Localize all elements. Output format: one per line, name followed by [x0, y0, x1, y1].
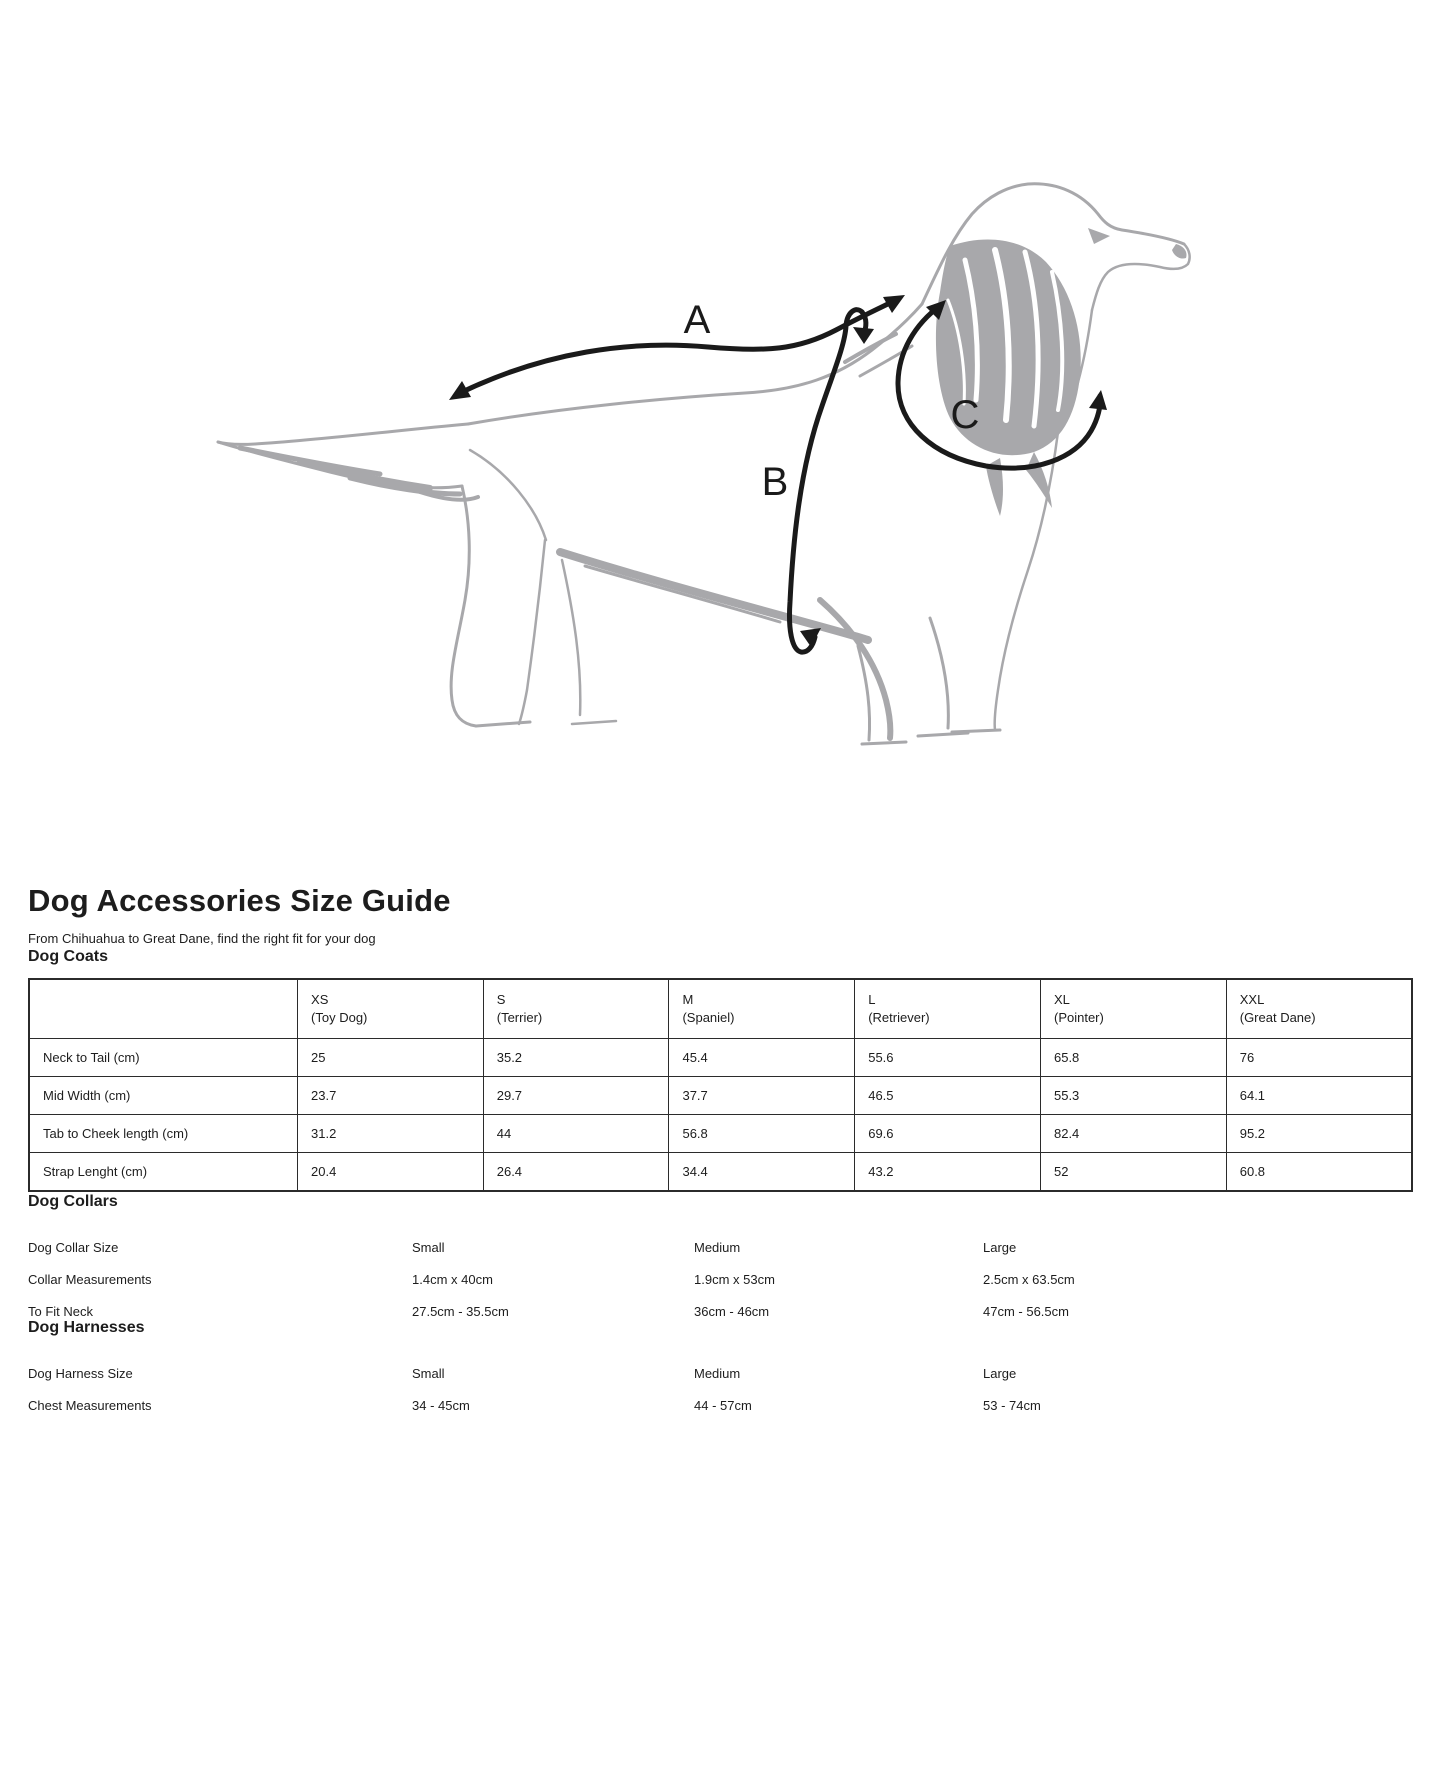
breed-label: (Terrier)	[496, 1009, 543, 1025]
list-item	[28, 1399, 1415, 1412]
list-item	[28, 1273, 1415, 1286]
coats-size-column-header	[298, 979, 484, 1039]
coats-header-spacer	[29, 979, 298, 1039]
row-value: 76	[1226, 1038, 1412, 1076]
row-value: 45.4	[669, 1038, 855, 1076]
row-value: Small	[412, 1366, 445, 1382]
row-value: 44	[483, 1114, 669, 1152]
size-label: XXL	[1239, 991, 1265, 1007]
row-label: Strap Lenght (cm)	[29, 1152, 298, 1191]
size-label: XS	[311, 991, 329, 1007]
row-value: 26.4	[483, 1152, 669, 1191]
row-value: Medium	[694, 1366, 741, 1382]
row-value: 65.8	[1040, 1038, 1226, 1076]
row-value: 34.4	[669, 1152, 855, 1191]
row-value: 82.4	[1040, 1114, 1226, 1152]
size-label: S	[496, 991, 506, 1007]
breed-label: (Toy Dog)	[311, 1009, 368, 1025]
row-label: Dog Collar Size	[28, 1240, 119, 1256]
row-label: Tab to Cheek length (cm)	[29, 1114, 298, 1152]
row-value: 2.5cm x 63.5cm	[983, 1272, 1075, 1288]
row-value: 27.5cm - 35.5cm	[412, 1304, 509, 1320]
arrow-b-girth	[789, 310, 862, 652]
row-value: 25	[298, 1038, 484, 1076]
page-title: Dog Accessories Size Guide	[28, 883, 451, 918]
row-label: To Fit Neck	[28, 1304, 94, 1320]
row-value: 64.1	[1226, 1076, 1412, 1114]
coats-table-head	[29, 979, 1412, 1039]
harnesses-heading: Dog Harnesses	[28, 1319, 145, 1337]
row-value: Large	[983, 1366, 1017, 1382]
breed-label: (Great Dane)	[1239, 1009, 1316, 1025]
table-row	[29, 1152, 1412, 1191]
page-subtitle: From Chihuahua to Great Dane, find the right fit for your dog	[28, 931, 376, 947]
coats-heading: Dog Coats	[28, 947, 108, 965]
size-label: XL	[1053, 991, 1070, 1007]
dog-sketch-svg	[0, 0, 1445, 770]
row-value: 29.7	[483, 1076, 669, 1114]
collars-heading: Dog Collars	[28, 1192, 118, 1210]
size-guide-content	[0, 770, 1445, 1412]
row-label: Collar Measurements	[28, 1272, 152, 1288]
list-item	[28, 1241, 1415, 1254]
row-label: Neck to Tail (cm)	[29, 1038, 298, 1076]
row-value: 1.9cm x 53cm	[694, 1272, 775, 1288]
size-label: L	[868, 991, 876, 1007]
coats-size-column-header	[483, 979, 669, 1039]
row-value: 20.4	[298, 1152, 484, 1191]
coats-table	[28, 978, 1413, 1192]
row-value: 53 - 74cm	[983, 1398, 1041, 1414]
table-row	[29, 1114, 1412, 1152]
row-value: 47cm - 56.5cm	[983, 1304, 1069, 1320]
row-value: 56.8	[669, 1114, 855, 1152]
row-value: 69.6	[855, 1114, 1041, 1152]
row-value: 44 - 57cm	[694, 1398, 752, 1414]
row-value: 95.2	[1226, 1114, 1412, 1152]
row-value: 35.2	[483, 1038, 669, 1076]
size-label: M	[682, 991, 694, 1007]
row-label: Mid Width (cm)	[29, 1076, 298, 1114]
dog-eye	[1088, 228, 1110, 244]
breed-label: (Retriever)	[868, 1009, 930, 1025]
row-value: 55.3	[1040, 1076, 1226, 1114]
row-value: 23.7	[298, 1076, 484, 1114]
list-item	[28, 1367, 1415, 1380]
coats-header-row	[29, 979, 1412, 1039]
row-value: 1.4cm x 40cm	[412, 1272, 493, 1288]
row-value: 55.6	[855, 1038, 1041, 1076]
measurement-label-c: C	[950, 393, 980, 437]
row-value: Small	[412, 1240, 445, 1256]
list-item	[28, 1305, 1415, 1318]
row-value: 43.2	[855, 1152, 1041, 1191]
dog-measurement-illustration	[0, 0, 1445, 770]
table-row	[29, 1076, 1412, 1114]
row-value: 34 - 45cm	[412, 1398, 470, 1414]
breed-label: (Pointer)	[1053, 1009, 1104, 1025]
row-label: Chest Measurements	[28, 1398, 152, 1414]
coats-size-column-header	[1040, 979, 1226, 1039]
coats-size-column-header	[855, 979, 1041, 1039]
row-value: 46.5	[855, 1076, 1041, 1114]
row-value: 37.7	[669, 1076, 855, 1114]
row-value: 36cm - 46cm	[694, 1304, 770, 1320]
table-row	[29, 1038, 1412, 1076]
row-value: Medium	[694, 1240, 741, 1256]
collars-table	[28, 1241, 1415, 1318]
harnesses-table	[28, 1367, 1415, 1412]
row-value: Large	[983, 1240, 1017, 1256]
measurement-label-b: B	[761, 460, 789, 504]
coats-table-body	[29, 1038, 1412, 1191]
coats-size-column-header	[669, 979, 855, 1039]
measurement-label-a: A	[683, 298, 711, 342]
coats-size-column-header	[1226, 979, 1412, 1039]
row-value: 52	[1040, 1152, 1226, 1191]
row-value: 31.2	[298, 1114, 484, 1152]
row-label: Dog Harness Size	[28, 1366, 133, 1382]
breed-label: (Spaniel)	[682, 1009, 735, 1025]
row-value: 60.8	[1226, 1152, 1412, 1191]
